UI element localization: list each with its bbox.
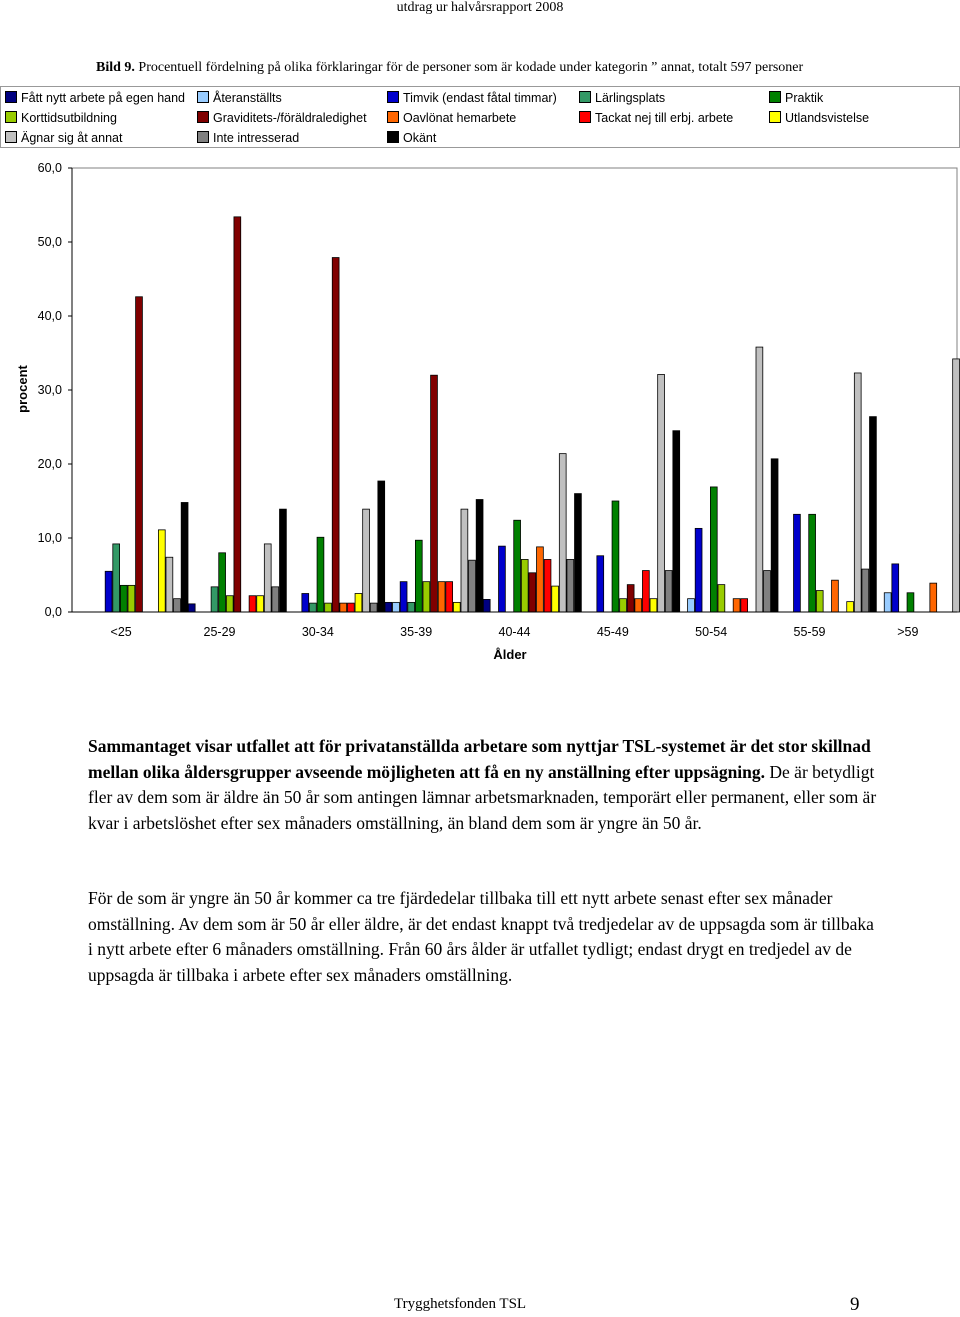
bar [408, 602, 415, 612]
y-tick-label: 60,0 [37, 161, 62, 175]
bar [166, 557, 173, 612]
legend-item [197, 131, 299, 145]
y-tick-label: 30,0 [37, 383, 62, 397]
legend-item [197, 111, 367, 125]
bar [642, 571, 649, 612]
bar [370, 603, 377, 612]
legend-item [5, 111, 117, 125]
bar [363, 509, 370, 612]
legend-swatch [387, 91, 399, 103]
bar [688, 599, 695, 612]
legend-label: Praktik [785, 91, 824, 105]
legend-item [579, 91, 665, 105]
legend-label: Tackat nej till erbj. arbete [595, 111, 734, 125]
legend-item [5, 131, 122, 145]
legend-swatch [197, 131, 209, 143]
bar [514, 520, 521, 612]
bar [476, 500, 483, 612]
bar [257, 596, 264, 612]
bar [393, 602, 400, 612]
bar [764, 571, 771, 612]
bar [378, 481, 385, 612]
bar [105, 571, 112, 612]
bar [635, 599, 642, 612]
legend-label: Oavlönat hemarbete [403, 111, 517, 125]
legend-label: Okänt [403, 131, 437, 145]
bar [816, 591, 823, 612]
legend-item [5, 91, 185, 105]
bar [953, 359, 960, 612]
bar [188, 604, 195, 612]
y-axis-label: procent [15, 365, 30, 413]
legend-label: Fått nytt arbete på egen hand [21, 91, 186, 105]
legend-label: Graviditets-/föräldraledighet [213, 111, 367, 125]
figure-caption [96, 60, 950, 76]
figure-label: Bild 9. [96, 60, 135, 75]
y-tick-label: 0,0 [44, 605, 62, 619]
bar [302, 594, 309, 613]
bar [461, 509, 468, 612]
bar [340, 603, 347, 612]
bar [483, 599, 490, 612]
bar [575, 494, 582, 612]
bar [529, 573, 536, 612]
bar [136, 297, 143, 612]
bar [870, 417, 877, 612]
x-axis-label: Ålder [493, 647, 527, 662]
x-tick-label: 30-34 [301, 625, 334, 639]
bar-chart [0, 150, 960, 670]
bar [552, 586, 559, 612]
legend-item [387, 131, 436, 145]
legend-swatch [579, 111, 591, 123]
bar [741, 599, 748, 612]
legend-swatch [579, 91, 591, 103]
x-tick-label: 25-29 [203, 625, 236, 639]
legend-swatch [387, 131, 399, 143]
bar [469, 560, 476, 612]
bar [272, 587, 279, 612]
bar [627, 585, 634, 612]
bar [658, 374, 665, 612]
bar [400, 582, 407, 612]
paragraph-summary [88, 734, 878, 836]
bar [854, 373, 861, 612]
bar [620, 599, 627, 612]
bar [219, 553, 226, 612]
bar [907, 593, 914, 612]
legend-swatch [5, 111, 17, 123]
bar [695, 528, 702, 612]
legend-swatch [5, 91, 17, 103]
bar [234, 217, 241, 612]
legend-label: Återanställts [213, 91, 282, 105]
bar [347, 603, 354, 612]
legend-label: Inte intresserad [213, 131, 300, 145]
bar [415, 540, 422, 612]
bar [309, 603, 316, 612]
legend-item [579, 111, 733, 125]
legend-label: Ägnar sig åt annat [21, 131, 123, 145]
bar [537, 547, 544, 612]
bar [181, 502, 188, 612]
legend-item [197, 91, 282, 105]
legend-item [387, 111, 516, 125]
figure-caption-text: Procentuell fördelning på olika förklaringar för de personer som är kodade under kategorin ” annat, totalt 597 personer [138, 60, 804, 75]
bar [612, 501, 619, 612]
bar [832, 580, 839, 612]
bar [567, 559, 574, 612]
bar [332, 258, 339, 612]
bar [385, 602, 392, 612]
legend-swatch [769, 91, 781, 103]
page-number: 9 [850, 1294, 860, 1315]
bar [559, 454, 566, 612]
x-tick-label: >59 [897, 625, 919, 639]
bar [673, 431, 680, 612]
bar [665, 571, 672, 612]
bar [249, 596, 256, 612]
x-tick-label: 40-44 [498, 625, 531, 639]
bar [446, 582, 453, 612]
legend-label: Utlandsvistelse [785, 111, 870, 125]
bar [264, 544, 271, 612]
bar [544, 559, 551, 612]
bar [499, 546, 506, 612]
legend-label: Lärlingsplats [595, 91, 666, 105]
bar [158, 530, 165, 612]
bar [128, 585, 135, 612]
paragraph-details: För de som är yngre än 50 år kommer ca tre fjärdedelar tillbaka till ett nytt arbete senast efter sex månader omställning. Av dem som är 50 år eller äldre, är det endast knappt två tredjedelar av de uppsagda som är tillbaka i nytt arbete efter 6 månaders omställning. Från 60 års ålder är utfallet tydligt; endast drygt en tredjedel av de uppsagda är tillbaka i arbete efter sex månaders omställning. [88, 888, 874, 985]
bar [771, 459, 778, 612]
bar [930, 583, 937, 612]
x-tick-label: 45-49 [596, 625, 629, 639]
legend-swatch [5, 131, 17, 143]
chart-legend [0, 86, 960, 148]
legend-item [387, 91, 557, 105]
legend-swatch [769, 111, 781, 123]
bar [862, 569, 869, 612]
legend-label: Timvik (endast fåtal timmar) [403, 91, 557, 105]
bar [438, 582, 445, 612]
bar [423, 582, 430, 612]
running-header: utdrag ur halvårsrapport 2008 [396, 0, 564, 15]
bar [650, 599, 657, 612]
footer-organization: Trygghetsfonden TSL [394, 1296, 527, 1312]
x-tick-label: <25 [110, 625, 132, 639]
bar [521, 559, 528, 612]
legend-item [769, 91, 823, 105]
bar [174, 599, 181, 612]
bar [597, 556, 604, 612]
y-axis [38, 161, 957, 619]
legend-swatch [197, 111, 209, 123]
x-tick-label: 35-39 [400, 625, 433, 639]
bar [847, 602, 854, 612]
x-tick-label: 50-54 [695, 625, 728, 639]
y-tick-label: 40,0 [37, 309, 62, 323]
y-tick-label: 20,0 [37, 457, 62, 471]
bar [756, 347, 763, 612]
y-tick-label: 10,0 [37, 531, 62, 545]
bar [718, 585, 725, 612]
bar [431, 375, 438, 612]
bar [113, 544, 120, 612]
bar [733, 599, 740, 612]
bar [710, 487, 717, 612]
bar-marks [105, 217, 960, 612]
bar [809, 514, 816, 612]
bar [211, 587, 218, 612]
bar [892, 564, 899, 612]
x-axis [72, 612, 957, 639]
x-tick-label: 55-59 [793, 625, 826, 639]
paragraph-summary-rest: De är betydligt fler av dem som är äldre än 50 år som antingen lämnar arbetsmarknaden, temporärt eller permanent, eller som är kvar i arbetslöshet efter sex månaders omställning, än bland dem som är yngre än 50 år. [88, 761, 877, 833]
bar [355, 594, 362, 613]
bar [884, 593, 891, 612]
legend-swatch [197, 91, 209, 103]
bar [317, 537, 324, 612]
y-tick-label: 50,0 [37, 235, 62, 249]
paragraph-summary-bold: Sammantaget visar utfallet att för privatanställda arbetare som nyttjar TSL-systemet är det stor skillnad mellan olika åldersgrupper avseende möjligheten att få en ny anställning efter uppsägning. [88, 736, 871, 782]
legend-item [769, 111, 869, 125]
bar [325, 603, 332, 612]
bar [280, 509, 287, 612]
bar [453, 602, 460, 612]
bar [226, 596, 233, 612]
bar [120, 585, 127, 612]
legend-label: Korttidsutbildning [21, 111, 117, 125]
bar [794, 514, 801, 612]
legend-swatch [387, 111, 399, 123]
